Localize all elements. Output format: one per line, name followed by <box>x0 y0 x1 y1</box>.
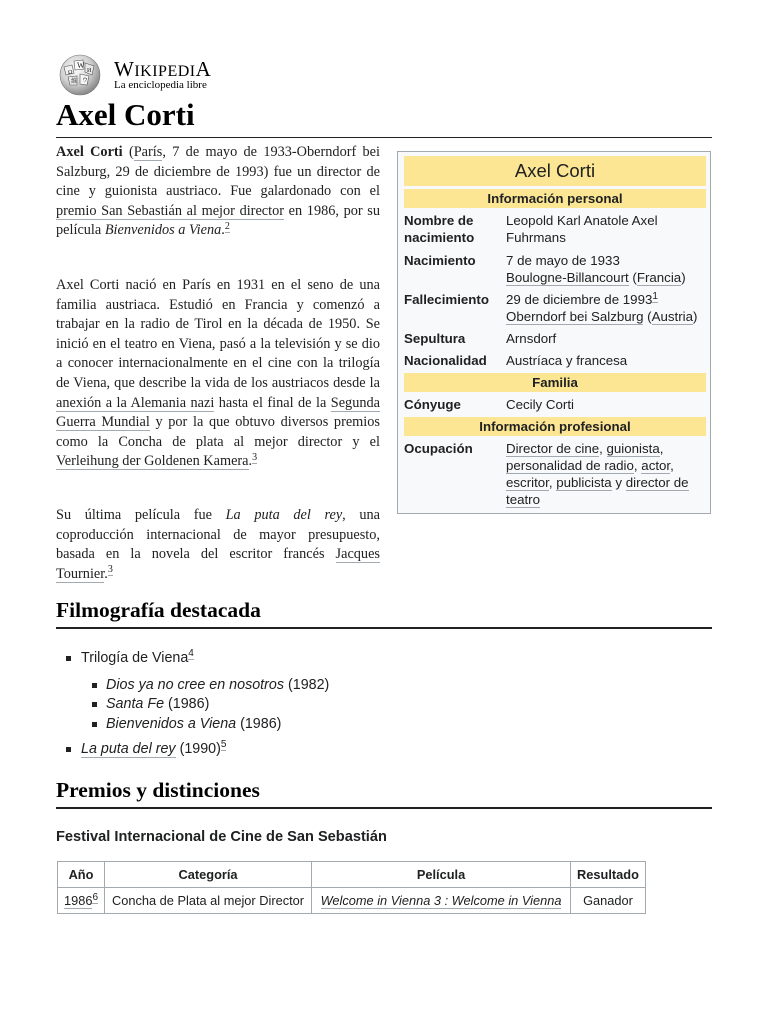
wikipedia-logo[interactable] <box>56 53 256 97</box>
table-cell-film <box>312 888 571 914</box>
list-item: Santa Fe (1986) <box>106 696 210 712</box>
infobox-label-nombre: Nombre de nacimiento <box>404 213 475 245</box>
column-header: Año <box>58 862 105 888</box>
intro-paragraph: Axel Corti (París, 7 de mayo de 1933-Oberndorf bei Salzburg, 29 de diciembre de 1993) fue un director de cine y guionista austriaco. Fue galardonado con el premio San Sebastián al mejor director en 1986, por su película Bienvenidos a Viena.$^2$ <box>56 144 381 239</box>
link-occupation[interactable]: guionista <box>606 441 660 456</box>
column-header: Resultado <box>571 862 646 888</box>
infobox-label-conyuge: Cónyuge <box>404 397 461 412</box>
svg-text:維: 維 <box>71 79 78 85</box>
svg-text:ウ: ウ <box>82 78 89 84</box>
link-boulogne[interactable]: Boulogne-Billancourt <box>506 270 629 285</box>
infobox-value-nacimiento: 7 de mayo de 1933 Boulogne-Billancourt (Francia) <box>506 253 686 285</box>
table-cell-category: Concha de Plata al mejor Director <box>105 888 312 914</box>
link-occupation[interactable]: actor <box>641 458 671 473</box>
link-jacques-tournier[interactable]: Jacques Tournier <box>56 546 380 582</box>
infobox-label-ocupacion: Ocupación <box>404 441 473 456</box>
infobox-label-nacimiento: Nacimiento <box>404 253 476 268</box>
infobox-section-personal: Información personal <box>404 189 706 208</box>
infobox-value-nacionalidad: Austríaca y francesa <box>506 353 628 368</box>
reference-link[interactable]: 3 <box>107 564 113 576</box>
film-title: Bienvenidos a Viena <box>104 222 222 239</box>
svg-text:И: И <box>87 68 92 74</box>
reference-link[interactable]: 2 <box>224 220 230 232</box>
reference-link[interactable]: 6 <box>92 891 99 903</box>
infobox-label-sepultura: Sepultura <box>404 331 466 346</box>
subheading-festival: Festival Internacional de Cine de San Sebastián <box>56 829 387 845</box>
link-occupation[interactable]: director de teatro <box>506 475 689 507</box>
link-occupation[interactable]: personalidad de radio <box>506 458 634 473</box>
link-segunda-guerra-mundial[interactable]: Segunda Guerra Mundial <box>56 394 380 431</box>
infobox-title: Axel Corti <box>404 156 706 186</box>
infobox-label-nacionalidad: Nacionalidad <box>404 353 487 368</box>
link-paris[interactable]: París <box>133 144 163 160</box>
column-header: Categoría <box>105 862 312 888</box>
infobox-value-sepultura: Arnsdorf <box>506 331 557 346</box>
link-occupation[interactable]: Director de cine <box>506 441 600 456</box>
section-heading-filmografia: Filmografía destacada <box>56 598 261 622</box>
table-header-row <box>58 862 646 888</box>
infobox-value-conyuge: Cecily Corti <box>506 397 574 412</box>
bullet-icon <box>66 747 71 752</box>
film-title: La puta del rey <box>225 507 343 523</box>
reference-link[interactable]: 5 <box>220 739 227 751</box>
reference-link[interactable]: 4 <box>188 648 194 660</box>
table-row <box>58 888 646 914</box>
biography-paragraph: Axel Corti nació en París en 1931 en el seno de una familia austriaca. Estudió en Francia y comenzó a trabajar en la radio de Tirol en la década de 1950. Se inició en el teatro en Viena, pasó a la televisión y se dio a conocer internacionalmente en el cine con la trilogía de Viena, que describe la vida de los austriacos desde la anexión a la Alemania nazi hasta el final de la Segunda Guerra Mundial y por la que obtuvo diversos premios como la Concha de plata al mejor director y el Verleihung der Goldenen Kamera.$^3$ <box>56 277 380 470</box>
infobox <box>397 151 711 514</box>
bullet-icon <box>92 722 97 727</box>
link-anexion[interactable]: anexión a la Alemania nazi <box>56 394 215 411</box>
svg-text:Ω: Ω <box>68 70 73 76</box>
svg-text:W: W <box>77 61 85 70</box>
list-item: Dios ya no cree en nosotros (1982) <box>106 677 330 693</box>
awards-table <box>57 861 646 914</box>
infobox-label-fallecimiento: Fallecimiento <box>404 292 489 307</box>
infobox-section-familia: Familia <box>404 373 706 392</box>
subject-name: Axel Corti <box>56 144 123 160</box>
title-divider <box>56 137 712 138</box>
link-verleihung[interactable]: Verleihung der Goldenen Kamera <box>56 453 249 470</box>
link-francia[interactable]: Francia <box>636 270 682 285</box>
link-oberndorf[interactable]: Oberndorf bei Salzburg <box>506 309 644 324</box>
infobox-value-nombre: Leopold Karl Anatole Axel Fuhrmans <box>506 213 658 245</box>
infobox-section-profesional: Información profesional <box>404 417 706 436</box>
link-occupation[interactable]: publicista <box>556 475 612 490</box>
wikipedia-tagline: La enciclopedia libre <box>114 79 207 91</box>
last-film-paragraph: Su última película fue La puta del rey, una coproducción internacional de mayor presupuesto, basada en la novela del escritor francés Jacques Tournier.$^3$ <box>56 507 381 582</box>
bullet-icon <box>66 656 71 661</box>
page-title: Axel Corti <box>56 97 195 132</box>
bullet-icon <box>92 702 97 707</box>
section-heading-premios: Premios y distinciones <box>56 778 260 802</box>
link-welcome-in-vienna[interactable]: Welcome in Vienna 3 : Welcome in Vienna <box>320 893 562 908</box>
infobox-value-fallecimiento: 29 de diciembre de 1993$^1$ Oberndorf bei Salzburg (Austria) <box>506 290 698 324</box>
list-item: Trilogía de Viena$^4$ <box>81 648 194 666</box>
table-cell-year <box>58 888 105 914</box>
link-premio-san-sebastian[interactable]: premio San Sebastián al mejor director <box>56 202 285 219</box>
reference-link[interactable]: 3 <box>252 451 258 463</box>
table-cell-result: Ganador <box>571 888 646 914</box>
infobox-value-ocupacion: Director de cine, guionista, personalidad de radio, actor, escritor, publicista y director de teatro <box>506 441 689 507</box>
section-divider <box>56 627 712 629</box>
reference-link[interactable]: 1 <box>652 290 658 302</box>
list-item: Bienvenidos a Viena (1986) <box>106 716 282 732</box>
wikipedia-globe-icon <box>56 53 104 97</box>
bullet-icon <box>92 683 97 688</box>
link-la-puta-del-rey[interactable]: La puta del rey <box>81 741 176 757</box>
wikipedia-wordmark: WIKIPEDIA <box>114 57 212 81</box>
column-header: Película <box>312 862 571 888</box>
link-year[interactable]: 1986 <box>64 893 93 908</box>
link-austria[interactable]: Austria <box>651 309 693 324</box>
list-item: La puta del rey $(1990)^5$ <box>81 739 227 757</box>
link-occupation[interactable]: escritor <box>506 475 549 490</box>
section-divider <box>56 807 712 809</box>
